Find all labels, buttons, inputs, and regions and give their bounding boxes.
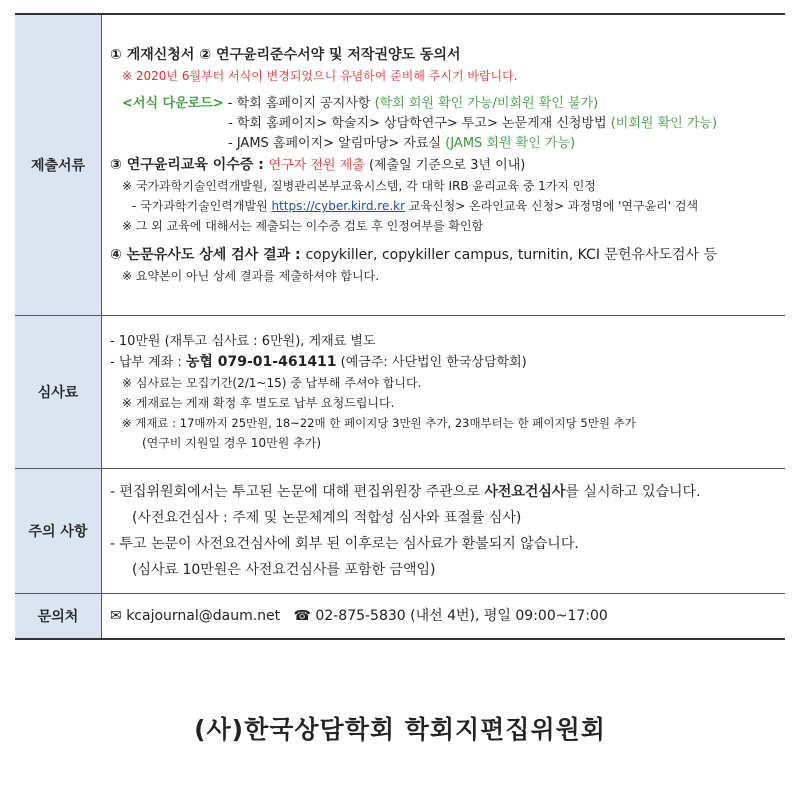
contact-row: [15, 594, 785, 640]
download-3-text: - JAMS 홈페이지> 알림마당> 자료실: [228, 136, 446, 151]
contact-email[interactable]: kcajournal@daum.net: [126, 608, 281, 624]
fee-line-2: [110, 352, 777, 373]
fee-note-3: ※ 게재료 : 17매까지 25만원, 18~22매 한 페이지당 3만원 추가, 23매부터는 한 페이지당 5만원 추가: [122, 415, 636, 430]
download-line-2: [110, 114, 777, 134]
notes-line-1-bold: 사전요건심사: [484, 484, 566, 500]
fee-label: 심사료: [15, 316, 102, 469]
notes-row: [15, 469, 785, 594]
notes-line-4: (심사료 10만원은 사전요건심사를 포함한 금액임): [132, 562, 436, 578]
docs-item3-note1: ※ 국가과학기술인력개발원, 질병관리본부교육시스템, 각 대학 IRB 윤리교육 중 1가지 인정: [122, 179, 596, 193]
contact-phone: 02-875-5830 (내선 4번), 평일 09:00~17:00: [315, 608, 608, 624]
contact-line: [110, 606, 777, 626]
notes-content: [102, 469, 786, 594]
docs-item4-rest: copykiller, copykiller campus, turnitin, KCI 문헌유사도검사 등: [305, 247, 718, 263]
contact-content: [102, 594, 786, 640]
docs-item3: [110, 154, 777, 176]
docs-item1-note: ※ 2020년 6월부터 서식이 변경되었으니 유념하여 준비해 주시기 바랍니다.: [122, 69, 518, 83]
docs-item3-note2: [110, 196, 777, 216]
docs-label: 제출서류: [15, 14, 102, 316]
download-2-text: - 학회 홈페이지> 학술지> 상담학연구> 투고> 논문게재 신청방법: [228, 116, 611, 131]
notes-line-1-pre: - 편집위원회에서는 투고된 논문에 대해 편집위원장 주관으로: [110, 484, 485, 500]
docs-item3-red: 연구자 전원 제출: [268, 158, 365, 173]
download-2-note: (비회원 확인 가능): [610, 116, 718, 131]
download-1-text: - 학회 홈페이지 공지사항: [223, 96, 375, 111]
docs-content: [102, 14, 786, 316]
download-line-3: [110, 134, 777, 154]
phone-icon: ☎: [293, 608, 311, 624]
download-1-note: (학회 회원 확인 가능/비회원 확인 불가): [374, 96, 599, 111]
fee-account-number: 농협 079-01-461411: [185, 353, 337, 370]
docs-item3-rest: (제출일 기준으로 3년 이내): [364, 158, 526, 173]
kird-link[interactable]: https://cyber.kird.re.kr: [271, 199, 406, 213]
contact-label: 문의처: [15, 594, 102, 640]
docs-item3-note2-pre: - 국가과학기술인력개발원: [132, 199, 272, 213]
docs-item3-title: ③ 연구윤리교육 이수증 :: [110, 157, 269, 173]
docs-item3-note3: ※ 그 외 교육에 대해서는 제출되는 이수증 검토 후 인정여부를 확인함: [122, 219, 484, 233]
footer-title: (사)한국상담학회 학회지편집위원회: [194, 715, 606, 744]
docs-item3-note2-post: 교육신청> 온라인교육 신청> 과정명에 '연구윤리' 검색: [405, 199, 699, 213]
fee-note-2: ※ 게재료는 게재 확정 후 별도로 납부 요청드립니다.: [122, 395, 395, 410]
docs-item4-note: ※ 요약본이 아닌 상세 결과를 제출하셔야 합니다.: [122, 269, 380, 283]
docs-item4: [110, 244, 777, 266]
notes-line-1: [110, 479, 777, 505]
notes-line-2: (사전요건심사 : 주제 및 논문체계의 적합성 심사와 표절률 심사): [132, 510, 522, 526]
download-3-note: (JAMS 회원 확인 가능): [445, 136, 576, 151]
fee-line-1: - 10만원 (재투고 심사료 : 6만원), 게재료 별도: [110, 333, 376, 349]
fee-account-post: (예금주: 사단법인 한국상담학회): [336, 354, 527, 370]
docs-row: [15, 14, 785, 316]
fee-note-1: ※ 심사료는 모집기간(2/1~15) 중 납부해 주셔야 합니다.: [122, 375, 422, 390]
docs-item1-title: ① 게재신청서 ② 연구윤리준수서약 및 저작권양도 동의서: [110, 47, 461, 63]
notes-line-1-post: 를 실시하고 있습니다.: [565, 484, 701, 500]
notes-label: 주의 사항: [15, 469, 102, 594]
docs-item4-title: ④ 논문유사도 상세 검사 결과 :: [110, 247, 306, 263]
notes-line-3: - 투고 논문이 사전요건심사에 회부 된 이후로는 심사료가 환불되지 않습니다.: [110, 536, 579, 552]
fee-account-pre: - 납부 계좌 :: [110, 354, 186, 370]
email-icon: ✉: [110, 608, 122, 624]
download-label: <서식 다운로드>: [122, 96, 224, 111]
fee-content: [102, 316, 786, 469]
fee-note-4: (연구비 지원일 경우 10만원 추가): [142, 435, 321, 450]
download-line-1: [110, 94, 777, 114]
info-table: [15, 13, 785, 640]
fee-row: [15, 316, 785, 469]
